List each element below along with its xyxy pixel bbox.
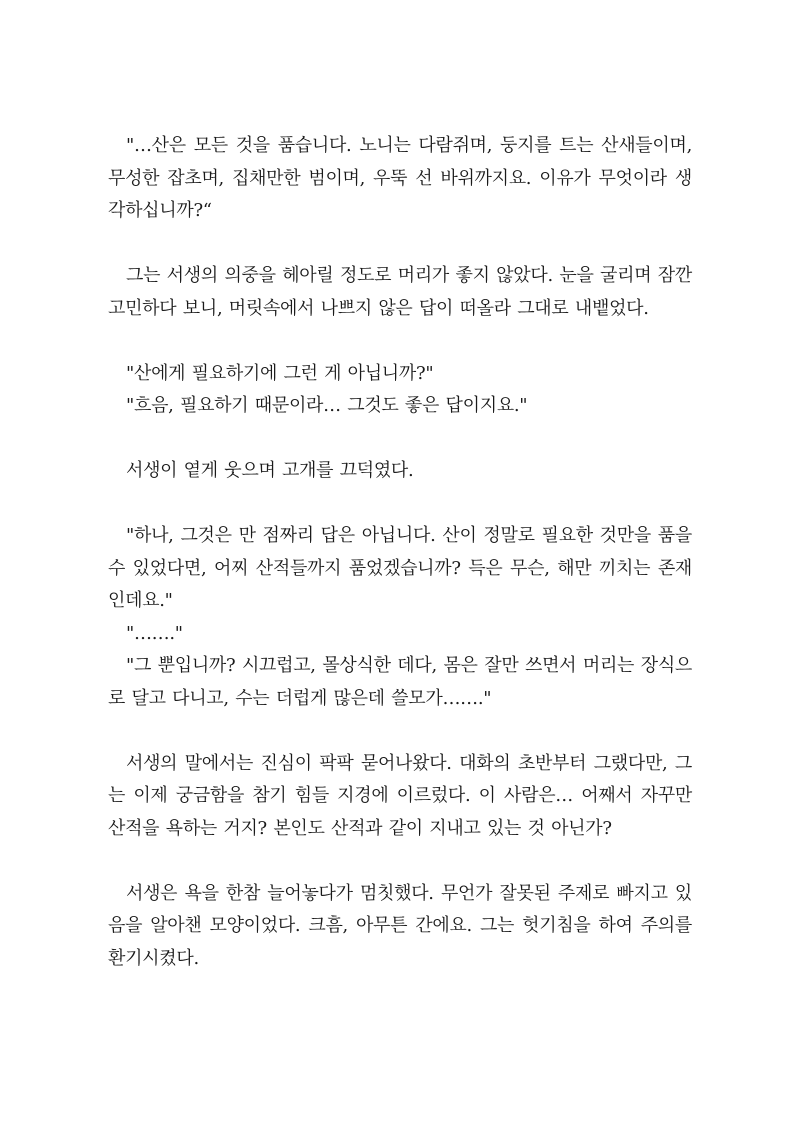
paragraph-9: 서생의 말에서는 진심이 팍팍 묻어나왔다. 대화의 초반부터 그랬다만, 그는 이제 궁금함을 참기 힘들 지경에 이르렀다. 이 사람은… 어째서 자꾸만 산적을 욕하는 거지? 본인도 산적과 같이 지내고 있는 것 아닌가? [108,752,692,839]
paragraph-gap [108,325,692,358]
paragraph-4: "흐음, 필요하기 때문이라… 그것도 좋은 답이지요." [126,395,528,416]
paragraph-3: "산에게 필요하기에 그런 게 아닙니까?" [126,362,434,384]
paragraph-5: 서생이 옅게 웃으며 고개를 끄덕였다. [126,460,414,481]
document-page [108,130,692,975]
paragraph-gap [108,845,692,878]
paragraph-2: 그는 서생의 의중을 헤아릴 정도로 머리가 좋지 않았다. 눈을 굴리며 잠깐 고민하다 보니, 머릿속에서 나쁘지 않은 답이 떠올라 그대로 내뱉었다. [108,265,692,319]
paragraph-8: "그 뿐입니까? 시끄럽고, 몰상식한 데다, 몸은 잘만 쓰면서 머리는 장식으로 달고 다니고, 수는 더럽게 많은데 쓸모가……." [108,655,692,709]
paragraph-gap [108,715,692,748]
paragraph-gap [108,488,692,521]
paragraph-gap [108,228,692,261]
paragraph-6: "하나, 그것은 만 점짜리 답은 아닙니다. 산이 정말로 필요한 것만을 품을 수 있었다면, 어찌 산적들까지 품었겠습니까? 득은 무슨, 해만 끼치는 존재인데요." [108,525,692,611]
paragraph-10: 서생은 욕을 한참 늘어놓다가 멈칫했다. 무언가 잘못된 주제로 빠지고 있음을 알아챈 모양이었다. 크흠, 아무튼 간에요. 그는 헛기침을 하여 주의를 환기시켰다. [108,882,692,969]
paragraph-gap [108,423,692,456]
paragraph-7: "……." [126,622,183,644]
paragraph-1: "…산은 모든 것을 품습니다. 노니는 다람쥐며, 둥지를 트는 산새들이며, 무성한 잡초며, 집채만한 범이며, 우뚝 선 바위까지요. 이유가 무엇이라 생각하십니까?“ [108,135,692,221]
